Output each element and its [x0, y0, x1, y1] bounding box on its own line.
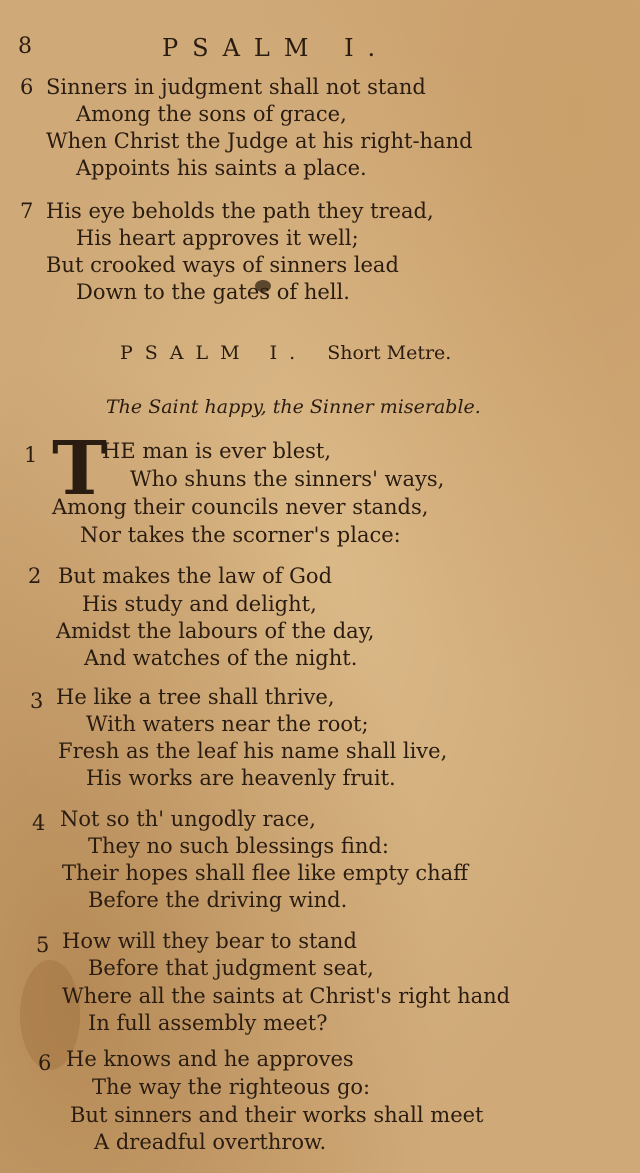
verse-line: And watches of the night. [84, 646, 358, 670]
verse-line: They no such blessings find: [88, 834, 389, 858]
verse-line: His heart approves it well; [76, 226, 359, 250]
verse-line: His works are heavenly fruit. [86, 766, 396, 790]
verse-line: He like a tree shall thrive, [56, 685, 335, 709]
verse-line: Among their councils never stands, [52, 495, 429, 519]
verse-line: In full assembly meet? [88, 1011, 328, 1035]
verse-number: 1 [24, 443, 38, 467]
verse-line: Who shuns the sinners' ways, [130, 467, 445, 491]
verse-line: Down to the gates of hell. [76, 280, 350, 304]
verse-line: With waters near the root; [86, 712, 369, 736]
page-number: 8 [18, 34, 32, 59]
verse-line: A dreadful overthrow. [94, 1130, 327, 1154]
verse-line: Their hopes shall flee like empty chaff [62, 861, 469, 885]
running-head-title: PSALM I. [162, 34, 390, 62]
verse-number: 4 [32, 811, 46, 835]
verse-line: Fresh as the leaf his name shall live, [58, 739, 448, 763]
verse-line: Nor takes the scorner's place: [80, 523, 401, 547]
verse-line: Among the sons of grace, [76, 102, 347, 126]
verse-number: 6 [38, 1051, 52, 1075]
verse-line: But sinners and their works shall meet [70, 1103, 484, 1127]
verse-number: 2 [28, 564, 42, 588]
verse-line: But makes the law of God [58, 564, 333, 588]
verse-line: He knows and he approves [66, 1047, 354, 1071]
verse-line: But crooked ways of sinners lead [46, 253, 399, 277]
verse-line: How will they bear to stand [62, 929, 357, 953]
verse-line: Before that judgment seat, [88, 956, 374, 980]
verse-line: HE man is ever blest, [102, 439, 332, 463]
psalm-title: PSALM I. [120, 342, 308, 364]
verse-number: 3 [30, 689, 44, 713]
verse-number: 6 [20, 75, 34, 99]
verse-line: The way the righteous go: [92, 1075, 371, 1099]
verse-line: Appoints his saints a place. [76, 156, 367, 180]
verse-line: Where all the saints at Christ's right hand [62, 984, 511, 1008]
verse-line: Amidst the labours of the day, [56, 619, 375, 643]
verse-number: 5 [36, 933, 50, 957]
verse-line: Not so th' ungodly race, [60, 807, 316, 831]
section-title [120, 342, 451, 364]
verse-line: His eye beholds the path they tread, [46, 199, 434, 223]
verse-line: Sinners in judgment shall not stand [46, 75, 426, 99]
drop-cap: T [52, 426, 108, 512]
verse-line: When Christ the Judge at his right-hand [46, 129, 473, 153]
verse-number: 7 [20, 199, 34, 223]
section-subtitle: The Saint happy, the Sinner miserable. [106, 396, 481, 418]
verse-line: Before the driving wind. [88, 888, 348, 912]
metre-label: Short Metre. [327, 342, 452, 364]
verse-line: His study and delight, [82, 592, 317, 616]
